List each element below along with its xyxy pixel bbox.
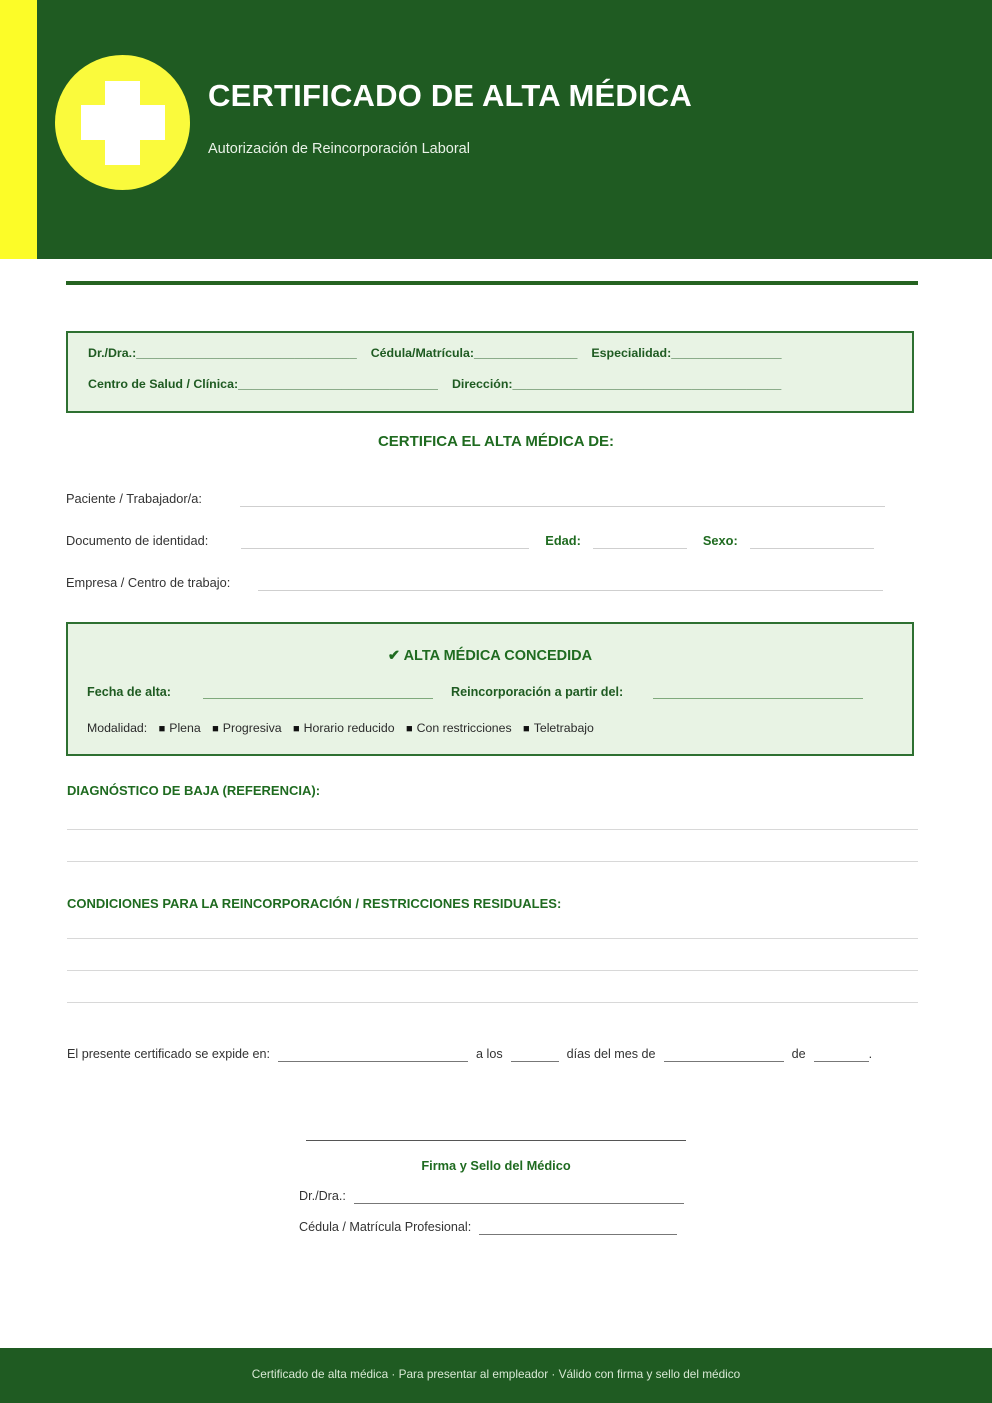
age-input[interactable]	[593, 532, 687, 549]
footer-text: Certificado de alta médica · Para presentar al empleador · Válido con firma y sello del médico	[251, 1367, 741, 1381]
header-accent-stripe	[0, 0, 37, 259]
company-label: Empresa / Centro de trabajo:	[66, 575, 231, 590]
page-subtitle: Autorización de Reincorporación Laboral	[208, 141, 470, 157]
patient-name-row	[66, 485, 918, 507]
checkbox-teletrabajo-icon[interactable]: ■	[523, 723, 530, 735]
diagnosis-line-1[interactable]	[67, 829, 918, 830]
expedition-mid-2: días del mes de	[566, 1047, 656, 1061]
expedition-place-input[interactable]	[278, 1046, 468, 1062]
health-center-label: Centro de Salud / Clínica:	[88, 377, 239, 391]
doctor-info-row-2	[88, 377, 781, 391]
expedition-mid-1: a los	[476, 1047, 503, 1061]
patient-name-input[interactable]	[240, 490, 885, 507]
signature-caption: Firma y Sello del Médico	[421, 1158, 571, 1173]
age-label: Edad:	[545, 533, 581, 548]
document-row	[66, 527, 918, 549]
checkbox-progresiva-icon[interactable]: ■	[212, 723, 219, 735]
modality-option-teletrabajo: Teletrabajo	[533, 721, 594, 735]
doctor-license-label: Cédula/Matrícula:	[370, 346, 474, 360]
sex-label: Sexo:	[702, 533, 738, 548]
expedition-month-input[interactable]	[664, 1046, 784, 1062]
company-row	[66, 569, 918, 591]
doctor-info-box	[66, 331, 914, 413]
page-title: CERTIFICADO DE ALTA MÉDICA	[208, 78, 692, 113]
discharge-granted-box	[66, 622, 914, 756]
top-divider	[66, 281, 918, 285]
doctor-name-field[interactable]: ________________________________	[136, 346, 357, 360]
doctor-license-field[interactable]: _______________	[474, 346, 578, 360]
patient-name-label: Paciente / Trabajador/a:	[66, 491, 202, 506]
conditions-line-2[interactable]	[67, 970, 918, 971]
doctor-name-label: Dr./Dra.:	[88, 346, 137, 360]
expedition-mid-3: de	[791, 1047, 806, 1061]
granted-title-text: ALTA MÉDICA CONCEDIDA	[403, 648, 593, 664]
expedition-prefix: El presente certificado se expide en:	[67, 1047, 271, 1061]
signature-doctor-label: Dr./Dra.:	[299, 1189, 346, 1203]
modality-option-horario-reducido: Horario reducido	[303, 721, 395, 735]
sex-input[interactable]	[750, 532, 874, 549]
expedition-sentence	[67, 1046, 872, 1062]
document-label: Documento de identidad:	[66, 533, 209, 548]
signature-license-input[interactable]	[479, 1219, 677, 1235]
certify-section-heading: CERTIFICA EL ALTA MÉDICA DE:	[377, 433, 615, 450]
return-date-label: Reincorporación a partir del:	[451, 685, 624, 699]
checkbox-horario-reducido-icon[interactable]: ■	[292, 723, 300, 735]
modality-option-plena: Plena	[169, 721, 201, 735]
conditions-line-3[interactable]	[67, 1002, 918, 1003]
health-center-field[interactable]: _____________________________	[238, 377, 438, 391]
company-input[interactable]	[258, 574, 883, 591]
conditions-line-1[interactable]	[67, 938, 918, 939]
expedition-suffix: .	[868, 1047, 873, 1061]
return-date-input[interactable]	[653, 683, 863, 699]
document-input[interactable]	[241, 532, 529, 549]
doctor-specialty-label: Especialidad:	[591, 346, 672, 360]
discharge-date-label: Fecha de alta:	[87, 685, 171, 699]
granted-dates-row	[87, 683, 897, 699]
address-label: Dirección:	[451, 377, 513, 391]
checkbox-con-restricciones-icon[interactable]: ■	[405, 723, 413, 735]
modality-option-progresiva: Progresiva	[222, 721, 282, 735]
signature-doctor-input[interactable]	[354, 1188, 684, 1204]
doctor-specialty-field[interactable]: ________________	[671, 346, 782, 360]
cross-horizontal-bar	[81, 105, 165, 140]
modality-option-con-restricciones: Con restricciones	[416, 721, 512, 735]
granted-title	[68, 648, 912, 664]
conditions-heading: CONDICIONES PARA LA REINCORPORACIÓN / RESTRICCIONES RESIDUALES:	[67, 896, 562, 911]
address-field[interactable]: _______________________________________	[512, 377, 782, 391]
diagnosis-heading: DIAGNÓSTICO DE BAJA (REFERENCIA):	[67, 783, 321, 798]
page-footer	[0, 1348, 992, 1403]
modality-label: Modalidad:	[87, 721, 148, 735]
diagnosis-line-2[interactable]	[67, 861, 918, 862]
doctor-info-row-1	[88, 346, 782, 360]
modality-row	[87, 721, 594, 735]
signature-line[interactable]	[306, 1140, 686, 1141]
expedition-year-input[interactable]	[814, 1046, 869, 1062]
medical-cross-icon	[55, 55, 190, 190]
page-header	[0, 0, 992, 259]
checkbox-plena-icon[interactable]: ■	[158, 723, 166, 735]
check-mark-icon: ✔	[387, 648, 401, 664]
discharge-date-input[interactable]	[203, 683, 433, 699]
expedition-day-input[interactable]	[511, 1046, 559, 1062]
signature-license-row	[299, 1219, 677, 1235]
signature-doctor-row	[299, 1188, 684, 1204]
signature-license-label: Cédula / Matrícula Profesional:	[299, 1220, 472, 1234]
